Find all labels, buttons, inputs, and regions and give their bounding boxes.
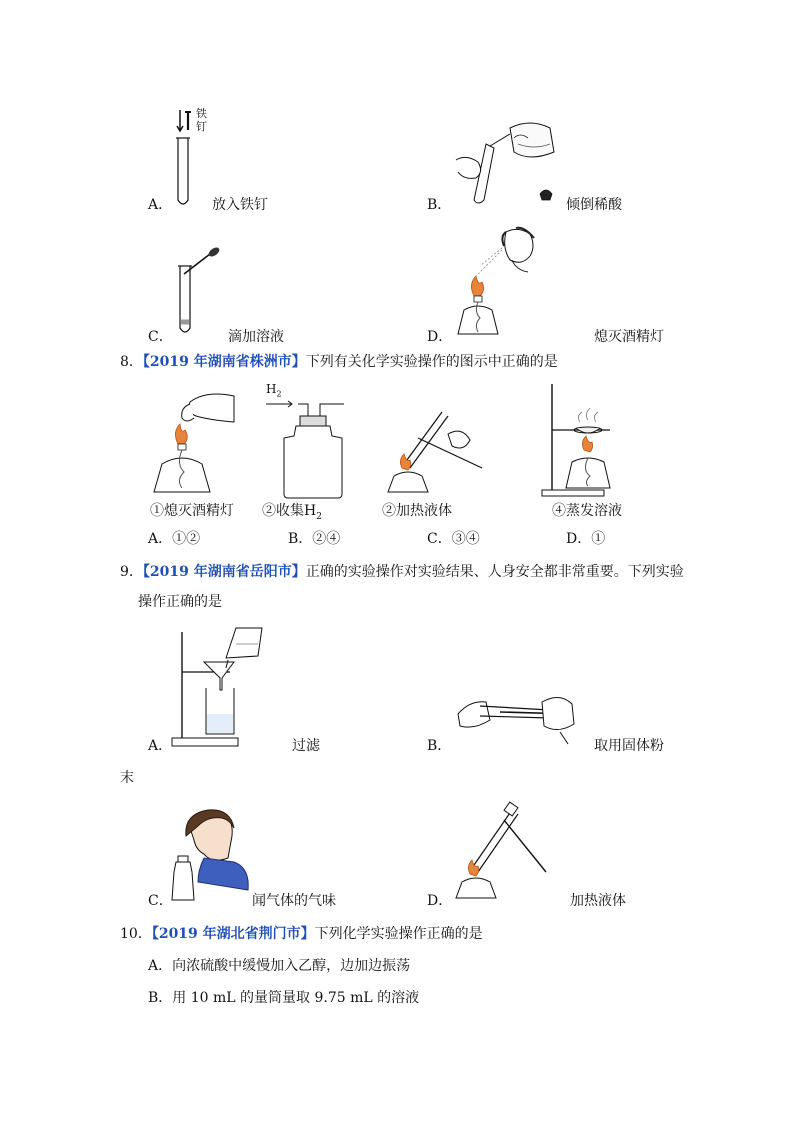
dropper-tube-icon <box>172 246 228 338</box>
q10-option-a: A．向浓硫酸中缓慢加入乙醇，边加边振荡 <box>148 958 411 974</box>
q9-number: 9． <box>120 564 143 580</box>
q8-option-b: B．②④ <box>288 531 341 547</box>
q9-option-a-caption: 过滤 <box>292 738 320 754</box>
nail-tag: 铁 钉 <box>196 107 207 133</box>
q9-option-b-caption-cont: 末 <box>120 770 134 786</box>
q9-source: 2019 年湖南省岳阳市 <box>149 564 292 580</box>
q7-option-a-caption: 放入铁钉 <box>212 197 268 213</box>
q9-option-a-letter: A． <box>148 738 173 754</box>
q8-option-c: C．③④ <box>427 531 480 547</box>
question-10-stem: 10．【2019 年湖北省荆门市】下列化学实验操作正确的是 <box>120 926 483 942</box>
q7-option-c-letter: C． <box>148 329 173 345</box>
q9-stem-line1: 正确的实验操作对实验结果、人身安全都非常重要。下列实验 <box>305 564 684 580</box>
q9-option-d-letter: D． <box>427 893 453 909</box>
heating-liquid-icon <box>450 802 550 902</box>
q7-option-c-caption: 滴加溶液 <box>228 329 284 345</box>
q7-option-b-caption: 倾倒稀酸 <box>566 197 622 213</box>
q8-source: 2019 年湖南省株洲市 <box>149 354 292 370</box>
q7-option-d-caption: 熄灭酒精灯 <box>594 329 664 345</box>
fig3-heating-liquid-icon <box>382 404 492 496</box>
q7-option-b-letter: B． <box>427 197 452 213</box>
q10-stem-text: 下列化学实验操作正确的是 <box>314 926 483 942</box>
q8-option-d: D．① <box>566 531 606 547</box>
h2-label: H <box>266 382 277 396</box>
pouring-acid-icon <box>450 118 560 208</box>
q7-option-d-letter: D． <box>427 329 453 345</box>
question-8-stem: 8．【2019 年湖南省株洲市】下列有关化学实验操作的图示中正确的是 <box>120 354 558 370</box>
filtration-setup-icon <box>170 624 270 748</box>
q9-option-d-caption: 加热液体 <box>570 893 626 909</box>
powder-tube-icon <box>450 684 580 746</box>
q7-option-a-letter: A． <box>148 197 173 213</box>
q10-number: 10． <box>120 926 152 942</box>
q8-option-a: A．①② <box>148 531 201 547</box>
q8-number: 8． <box>120 354 143 370</box>
gas-bottle-icon <box>262 396 362 500</box>
fig1-caption: ①熄灭酒精灯 <box>150 503 234 519</box>
q9-option-b-caption: 取用固体粉 <box>594 738 664 754</box>
q9-option-c-letter: C． <box>148 893 173 909</box>
fig2-caption: ②收集$H_2$ <box>262 503 322 522</box>
q10-source: 2019 年湖北省荆门市 <box>158 926 301 942</box>
q9-stem-line2: 操作正确的是 <box>138 594 222 610</box>
q9-option-b-letter: B． <box>427 738 452 754</box>
fig1-extinguish-lamp-icon <box>150 382 238 498</box>
fig4-evaporation-icon <box>540 382 630 498</box>
q8-stem-text: 下列有关化学实验操作的图示中正确的是 <box>305 354 558 370</box>
q9-option-c-caption: 闻气体的气味 <box>252 893 336 909</box>
fig4-caption: ④蒸发溶液 <box>552 503 622 519</box>
q10-option-b: B．用 10 mL 的量筒量取 9.75 mL 的溶液 <box>148 990 420 1006</box>
fig3-caption: ②加热液体 <box>382 503 452 519</box>
question-9-stem: 9．【2019 年湖南省岳阳市】正确的实验操作对实验结果、人身安全都非常重要。下列实验 <box>120 564 684 580</box>
smelling-gas-icon <box>168 806 252 902</box>
blowing-lamp-icon <box>450 226 540 338</box>
